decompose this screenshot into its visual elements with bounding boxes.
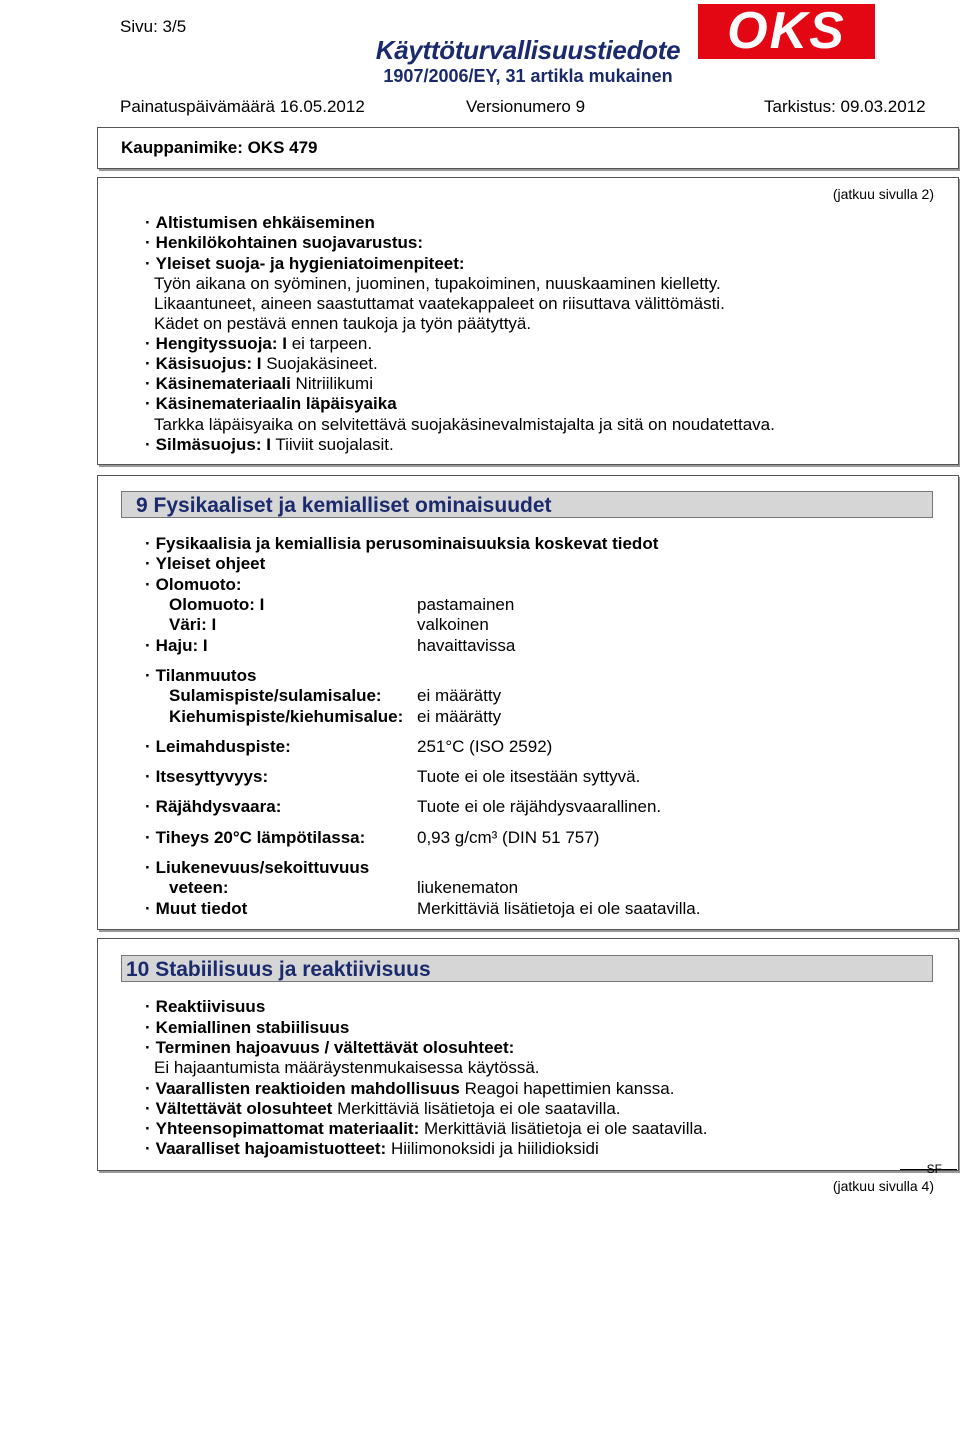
general-info-heading: · Yleiset ohjeet [145,554,265,574]
thermal-decomposition-text: Ei hajaantumista määräystenmukaisessa käytössä. [154,1058,540,1077]
explosion-hazard-label: · Räjähdysvaara: [145,797,281,817]
incompatible-materials: · Yhteensopimattomat materiaalit: Merkittäviä lisätietoja ei ole saatavilla. [145,1119,707,1139]
language-code: SF [926,1162,942,1176]
continued-from-note: (jatkuu sivulla 2) [832,186,934,202]
glove-material: · Käsinemateriaali Nitriilikumi [145,374,373,394]
form-label: Olomuoto: I [169,595,265,614]
glove-permeation-text: Tarkka läpäisyaika on selvitettävä suojakäsinevalmistajalta ja sitä on noudatettava. [154,415,775,434]
exposure-heading: · Altistumisen ehkäiseminen [145,213,375,233]
flash-point-label: · Leimahduspiste: [145,737,291,757]
hazardous-reactions: · Vaarallisten reaktioiden mahdollisuus Reagoi hapettimien kanssa. [145,1079,674,1099]
chemical-stability-heading: · Kemiallinen stabiilisuus [145,1018,349,1038]
form-heading: · Olomuoto: [145,575,242,595]
version-number: Versionumero 9 [466,97,586,116]
section-10-title: 10 Stabiilisuus ja reaktiivisuus [121,955,933,982]
conditions-to-avoid: · Vältettävät olosuhteet Merkittäviä lisätietoja ei ole saatavilla. [145,1099,621,1119]
hygiene-text-2: Likaantuneet, aineen saastuttamat vaatekappaleet on riisuttava välittömästi. [154,294,725,313]
other-info-label: · Muut tiedot [145,899,247,919]
self-ignition-value: Tuote ei ole itsestään syttyvä. [417,767,641,786]
explosion-hazard-value: Tuote ei ole räjähdysvaarallinen. [417,797,662,816]
glove-permeation-heading: · Käsinemateriaalin läpäisyaika [145,394,397,414]
ppe-heading: · Henkilökohtainen suojavarustus: [145,233,423,253]
other-info-value: Merkittäviä lisätietoja ei ole saatavilla. [417,899,701,918]
reactivity-heading: · Reaktiivisuus [145,997,265,1017]
page-number: Sivu: 3/5 [120,17,187,36]
respiratory-protection: · Hengityssuoja: I ei tarpeen. [145,334,372,354]
logo-text: OKS [727,2,846,60]
trade-name-box [97,127,959,169]
document-subtitle: 1907/2006/EY, 31 artikla mukainen [383,66,673,86]
melting-point-label: Sulamispiste/sulamisalue: [169,686,382,705]
trade-name: Kauppanimike: OKS 479 [121,138,318,157]
section-9-title: 9 Fysikaaliset ja kemialliset ominaisuudet [121,491,933,518]
color-value: valkoinen [417,615,489,634]
melting-point-value: ei määrätty [417,686,502,705]
eye-protection: · Silmäsuojus: I Tiiviit suojalasit. [145,435,394,455]
solubility-label-water: veteen: [169,878,229,897]
solubility-label: · Liukenevuus/sekoittuvuus [145,858,369,878]
basic-properties-heading: · Fysikaalisia ja kemiallisia perusominaisuuksia koskevat tiedot [145,534,658,554]
boiling-point-value: ei määrätty [417,707,502,726]
self-ignition-label: · Itsesyttyvyys: [145,767,268,787]
revision-date: Tarkistus: 09.03.2012 [764,97,926,116]
print-date: Painatuspäivämäärä 16.05.2012 [120,97,365,116]
odor-value: havaittavissa [417,636,516,655]
hygiene-text-1: Työn aikana on syöminen, juominen, tupakoiminen, nuuskaaminen kielletty. [154,274,721,293]
document-title: Käyttöturvallisuustiedote [375,35,681,65]
hygiene-heading: · Yleiset suoja- ja hygieniatoimenpiteet: [145,254,465,274]
decomposition-products: · Vaaralliset hajoamistuotteet: Hiilimonoksidi ja hiilidioksidi [145,1139,599,1159]
thermal-decomposition-heading: · Terminen hajoavuus / vältettävät olosuhteet: [145,1038,514,1058]
density-label: · Tiheys 20°C lämpötilassa: [145,828,365,848]
density-value: 0,93 g/cm³ (DIN 51 757) [417,828,600,847]
state-change-heading: · Tilanmuutos [145,666,256,686]
continued-to-note: (jatkuu sivulla 4) [832,1178,934,1194]
flash-point-value: 251°C (ISO 2592) [417,737,553,756]
form-value: pastamainen [417,595,515,614]
hygiene-text-3: Kädet on pestävä ennen taukoja ja työn päätyttyä. [154,314,532,333]
color-label: Väri: I [169,615,217,634]
solubility-value: liukenematon [417,878,519,897]
boiling-point-label: Kiehumispiste/kiehumisalue: [169,707,404,726]
oks-logo [698,4,875,59]
hand-protection: · Käsisuojus: I Suojakäsineet. [145,354,378,374]
odor-label: · Haju: I [145,636,208,656]
